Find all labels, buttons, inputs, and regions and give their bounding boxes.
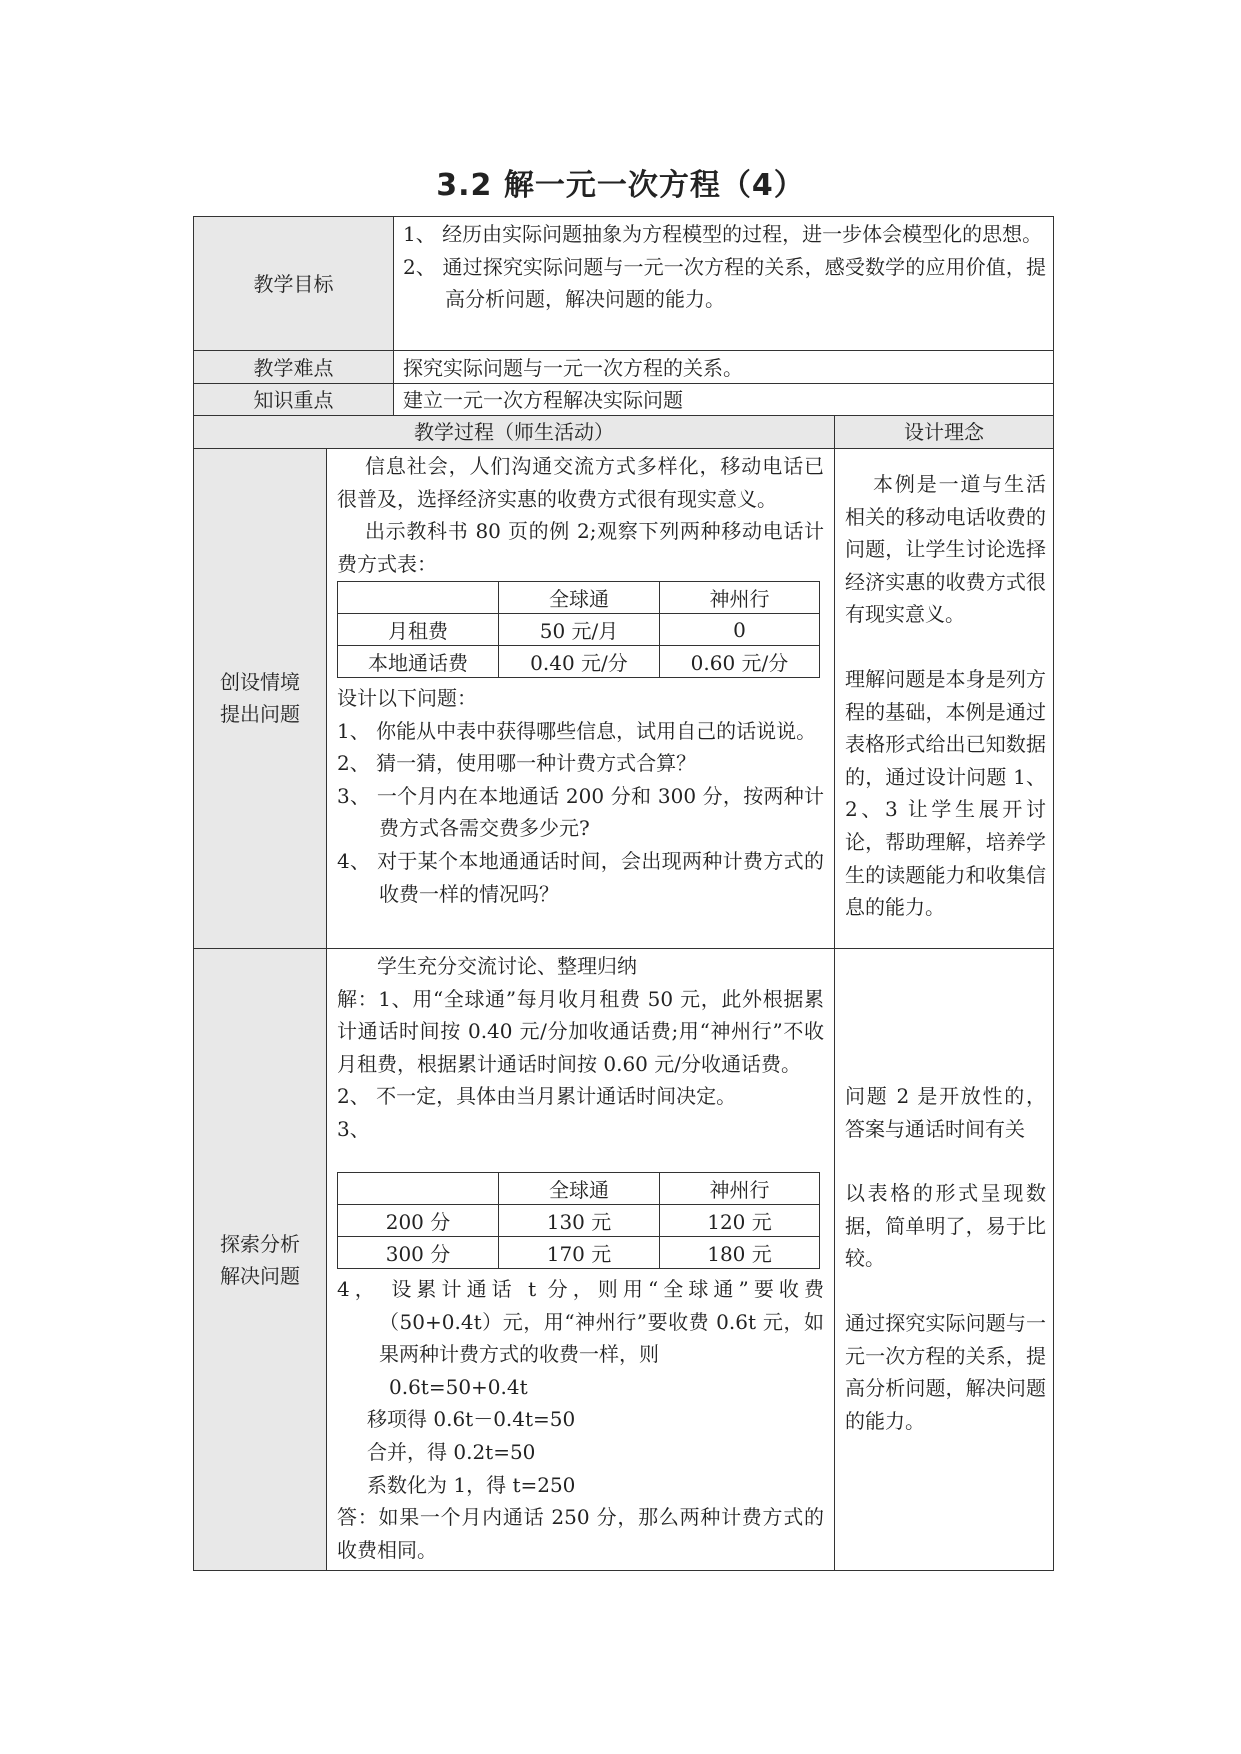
table-cell: 50 元/月 — [499, 614, 660, 646]
section1-label-line: 提出问题 — [220, 702, 300, 726]
conclusion-line: 答：如果一个月内通话 250 分，那么两种计费方式的收费相同。 — [337, 1505, 824, 1562]
table-row — [338, 1237, 820, 1269]
keypoint-label: 知识重点 — [253, 388, 334, 412]
section2-solution — [337, 1273, 824, 1566]
difficulty-text: 探究实际问题与一元一次方程的关系。 — [403, 356, 743, 380]
question-item: 1、 你能从中表中获得哪些信息，试用自己的话说说。 — [337, 718, 817, 743]
table-cell: 120 元 — [660, 1205, 820, 1237]
equation-line: 移项得 0.6t－0.4t=50 — [367, 1407, 576, 1432]
table-cell: 本地通话费 — [338, 646, 499, 678]
grid-line — [193, 448, 1054, 449]
grid-line — [834, 415, 835, 1571]
equation-line: 系数化为 1，得 t=250 — [367, 1472, 576, 1497]
table-cell: 180 元 — [660, 1237, 820, 1269]
section1-concept — [845, 468, 1046, 924]
table-row — [338, 1205, 820, 1237]
intro-paragraph: 信息社会，人们沟通交流方式多样化，移动电话已很普及，选择经济实惠的收费方式很有现实意义。 — [337, 454, 824, 511]
intro-paragraph: 出示教科书 80 页的例 2;观察下列两种移动电话计费方式表： — [337, 519, 824, 576]
table-cell: 170 元 — [499, 1237, 660, 1269]
objectives-text — [403, 218, 1046, 316]
section1-intro — [337, 450, 824, 580]
objectives-label: 教学目标 — [253, 272, 334, 296]
answer-item: 3、 — [337, 1116, 370, 1141]
process-header: 教学过程（师生活动） — [414, 420, 614, 444]
table-cell: 200 分 — [338, 1205, 499, 1237]
question-item: 4、 对于某个本地通通话时间，会出现两种计费方式的收费一样的情况吗？ — [337, 848, 824, 906]
question-item: 2、 猜一猜，使用哪一种计费方式合算？ — [337, 751, 697, 776]
grid-line — [393, 216, 394, 416]
table-cell: 月租费 — [338, 614, 499, 646]
equation-line: 0.6t=50+0.4t — [389, 1374, 528, 1399]
concept-header: 设计理念 — [904, 420, 984, 444]
table-cell: 130 元 — [499, 1205, 660, 1237]
answer-item: 2、 不一定，具体由当月累计通话时间决定。 — [337, 1084, 737, 1109]
answer-item: 解：1、用“全球通”每月收月租费 50 元，此外根据累计通话时间按 0.40 元/分加收通话费;用“神州行”不收月租费，根据累计通话时间按 0.60 元/分收通话费。 — [337, 986, 824, 1076]
concept-paragraph: 通过探究实际问题与一元一次方程的关系，提高分析问题，解决问题的能力。 — [845, 1310, 1046, 1433]
table-cell: 0 — [660, 614, 820, 646]
table-row — [338, 582, 820, 614]
grid-line — [193, 948, 1054, 949]
section2-label-line: 解决问题 — [220, 1264, 300, 1288]
discussion-line: 学生充分交流讨论、整理归纳 — [377, 954, 637, 978]
cost-table — [337, 1172, 820, 1269]
questions-title: 设计以下问题： — [337, 686, 477, 710]
concept-paragraph: 理解问题是本身是列方程的基础，本例是通过表格形式给出已知数据的，通过设计问题 1、2、3 让学生展开讨论，帮助理解，培养学生的读题能力和收集信息的能力。 — [845, 666, 1046, 920]
table-row — [338, 614, 820, 646]
table-cell: 神州行 — [660, 1173, 820, 1205]
table-cell: 神州行 — [660, 582, 820, 614]
difficulty-label: 教学难点 — [253, 356, 334, 380]
section1-label-line: 创设情境 — [220, 670, 300, 694]
keypoint-text: 建立一元一次方程解决实际问题 — [403, 388, 683, 412]
section1-label — [194, 666, 326, 730]
table-cell: 0.40 元/分 — [499, 646, 660, 678]
answer-item: 4， 设累计通话 t 分，则用“全球通”要收费（50+0.4t）元，用“神州行”要收费 0.6t 元，如果两种计费方式的收费一样，则 — [337, 1277, 824, 1367]
table-cell — [338, 1173, 499, 1205]
section2-label — [194, 1228, 326, 1292]
table-row — [338, 1173, 820, 1205]
page-title: 3.2 解一元一次方程（4） — [436, 168, 805, 203]
concept-paragraph: 以表格的形式呈现数据，简单明了，易于比较。 — [845, 1181, 1046, 1271]
section2-concept — [845, 1080, 1046, 1437]
table-cell: 300 分 — [338, 1237, 499, 1269]
concept-paragraph: 问题 2 是开放性的，答案与通话时间有关 — [845, 1084, 1046, 1141]
concept-paragraph: 本例是一道与生活相关的移动电话收费的问题，让学生讨论选择经济实惠的收费方式很有现实意义。 — [845, 472, 1046, 627]
section2-answers — [337, 950, 824, 1146]
table-cell: 0.60 元/分 — [660, 646, 820, 678]
grid-line — [326, 448, 327, 1571]
grid-line — [193, 350, 1054, 351]
table-row — [338, 646, 820, 678]
billing-table — [337, 581, 820, 678]
table-cell — [338, 582, 499, 614]
section1-questions — [337, 682, 824, 910]
equation-line: 合并，得 0.2t=50 — [367, 1439, 536, 1464]
objective-item: 2、 通过探究实际问题与一元一次方程的关系，感受数学的应用价值，提高分析问题，解决问题的能力。 — [403, 254, 1046, 312]
table-cell: 全球通 — [499, 582, 660, 614]
table-cell: 全球通 — [499, 1173, 660, 1205]
section2-label-line: 探索分析 — [220, 1232, 300, 1256]
question-item: 3、 一个月内在本地通话 200 分和 300 分，按两种计费方式各需交费多少元? — [337, 783, 824, 841]
objective-item: 1、 经历由实际问题抽象为方程模型的过程，进一步体会模型化的思想。 — [403, 222, 1043, 246]
